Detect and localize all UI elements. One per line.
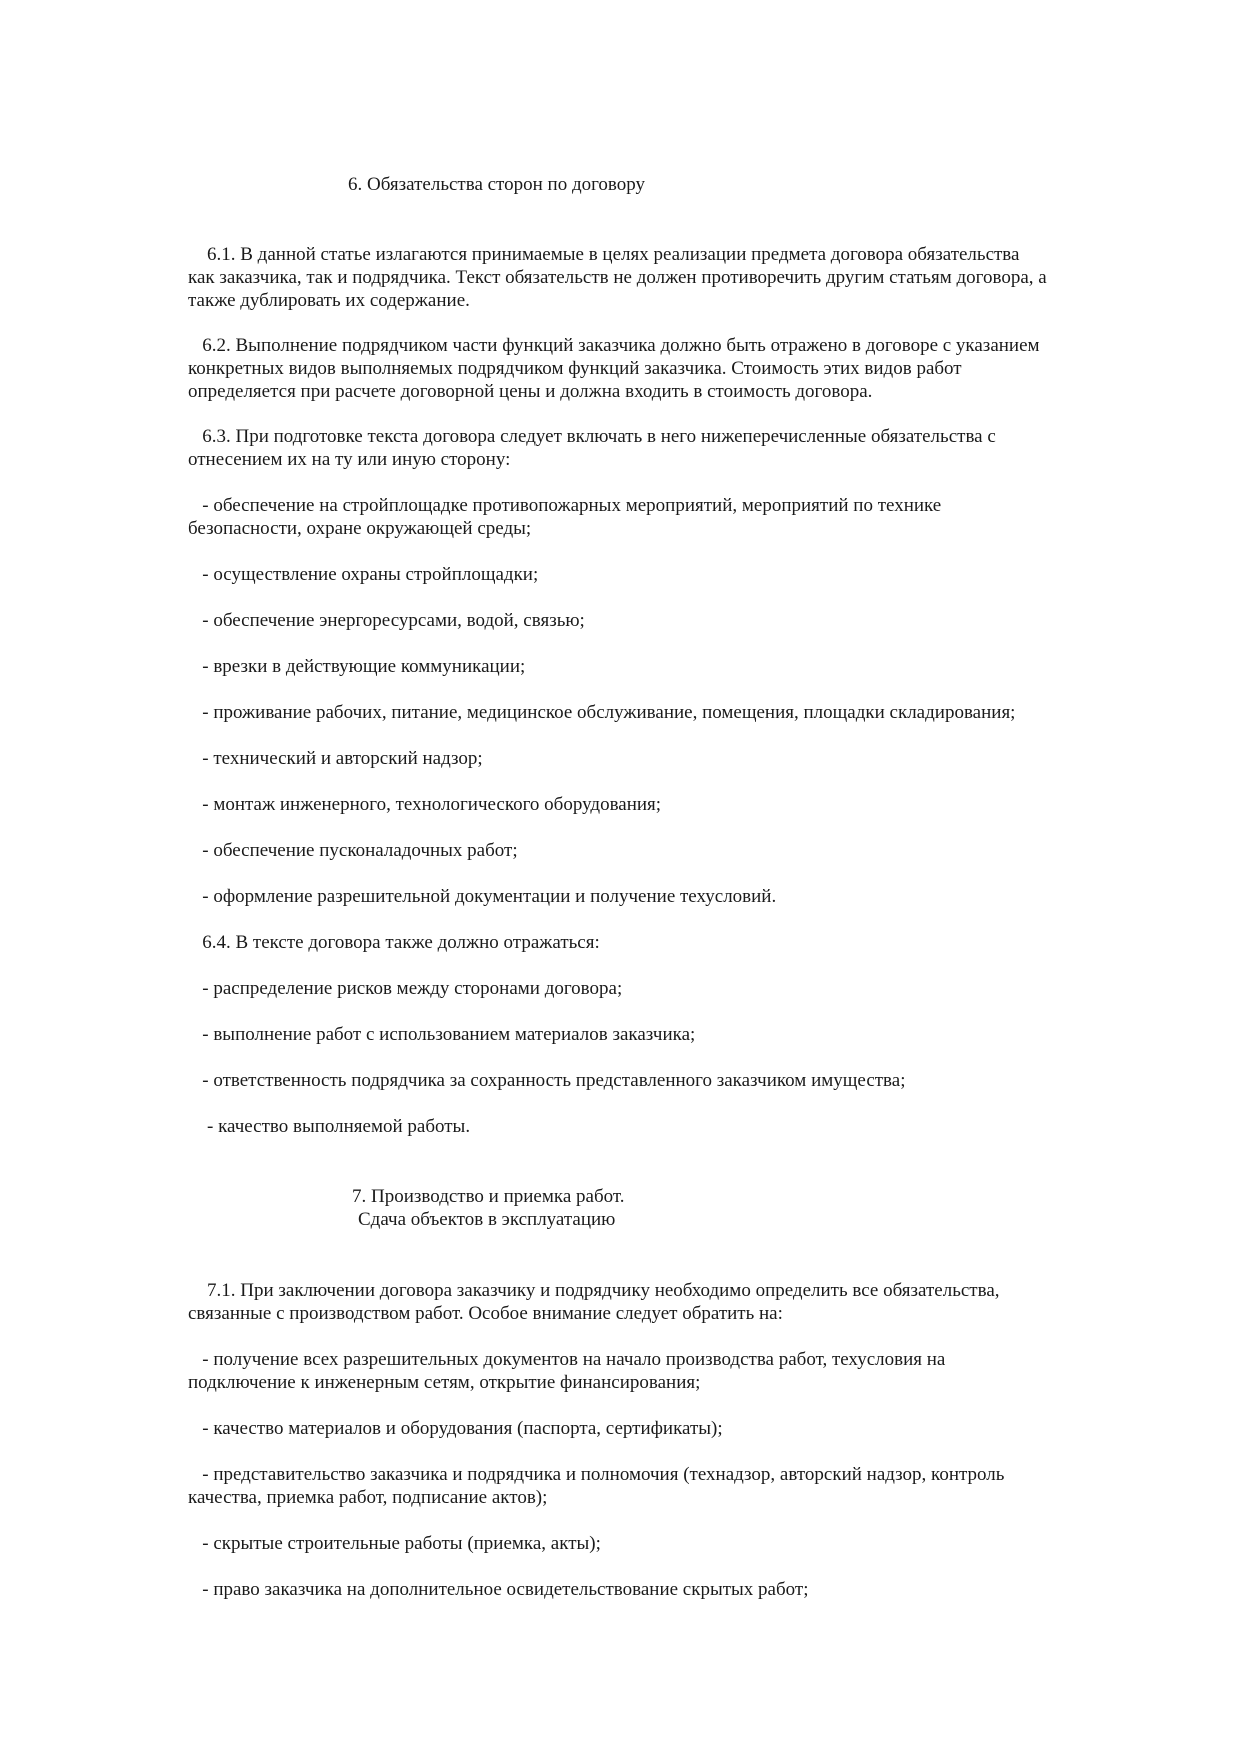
- list-item: - технический и авторский надзор;: [188, 748, 483, 769]
- paragraph-6-1-line-2: как заказчика, так и подрядчика. Текст обязательств не должен противоречить другим статьям договора, а: [188, 267, 1047, 288]
- list-item: - обеспечение пусконаладочных работ;: [188, 840, 518, 861]
- paragraph-6-2-line-2: конкретных видов выполняемых подрядчиком функций заказчика. Стоимость этих видов работ: [188, 358, 962, 379]
- list-item: - осуществление охраны стройплощадки;: [188, 564, 539, 585]
- section-6-heading: 6. Обязательства сторон по договору: [348, 174, 646, 195]
- section-7-heading-line-1: 7. Производство и приемка работ.: [352, 1186, 625, 1207]
- list-item: - получение всех разрешительных документов на начало производства работ, техусловия на: [188, 1349, 946, 1370]
- paragraph-6-1-line-1: 6.1. В данной статье излагаются принимаемые в целях реализации предмета договора обязательства: [188, 244, 1020, 265]
- section-7-heading-line-2: Сдача объектов в эксплуатацию: [358, 1209, 616, 1230]
- paragraph-6-2-line-1: 6.2. Выполнение подрядчиком части функций заказчика должно быть отражено в договоре с указанием: [188, 335, 1040, 356]
- list-item: - выполнение работ с использованием материалов заказчика;: [188, 1024, 696, 1045]
- paragraph-6-3-line-2: отнесением их на ту или иную сторону:: [188, 449, 511, 470]
- list-item: - право заказчика на дополнительное освидетельствование скрытых работ;: [188, 1579, 809, 1600]
- list-item: - оформление разрешительной документации и получение техусловий.: [188, 886, 777, 907]
- list-item: - обеспечение энергоресурсами, водой, связью;: [188, 610, 585, 631]
- list-item: - обеспечение на стройплощадке противопожарных мероприятий, мероприятий по технике: [188, 495, 942, 516]
- list-item: подключение к инженерным сетям, открытие финансирования;: [188, 1372, 701, 1393]
- list-item: - ответственность подрядчика за сохранность представленного заказчиком имущества;: [188, 1070, 906, 1091]
- list-item: - проживание рабочих, питание, медицинское обслуживание, помещения, площадки складирования;: [188, 702, 1016, 723]
- paragraph-7-1-line-2: связанные с производством работ. Особое внимание следует обратить на:: [188, 1303, 783, 1324]
- list-item: - качество выполняемой работы.: [188, 1116, 471, 1137]
- list-item: качества, приемка работ, подписание актов);: [188, 1487, 548, 1508]
- list-item: - представительство заказчика и подрядчика и полномочия (технадзор, авторский надзор, контроль: [188, 1464, 1005, 1485]
- list-item: - монтаж инженерного, технологического оборудования;: [188, 794, 662, 815]
- paragraph-7-1-line-1: 7.1. При заключении договора заказчику и подрядчику необходимо определить все обязательства,: [188, 1280, 1000, 1301]
- list-item: - качество материалов и оборудования (паспорта, сертификаты);: [188, 1418, 723, 1439]
- paragraph-6-2-line-3: определяется при расчете договорной цены и должна входить в стоимость договора.: [188, 381, 873, 402]
- paragraph-6-1-line-3: также дублировать их содержание.: [188, 290, 470, 311]
- paragraph-6-3-line-1: 6.3. При подготовке текста договора следует включать в него нижеперечисленные обязательства с: [188, 426, 996, 447]
- list-item: - распределение рисков между сторонами договора;: [188, 978, 623, 999]
- list-item: - врезки в действующие коммуникации;: [188, 656, 526, 677]
- list-item: - скрытые строительные работы (приемка, акты);: [188, 1533, 601, 1554]
- paragraph-6-4: 6.4. В тексте договора также должно отражаться:: [188, 932, 600, 953]
- list-item: безопасности, охране окружающей среды;: [188, 518, 532, 539]
